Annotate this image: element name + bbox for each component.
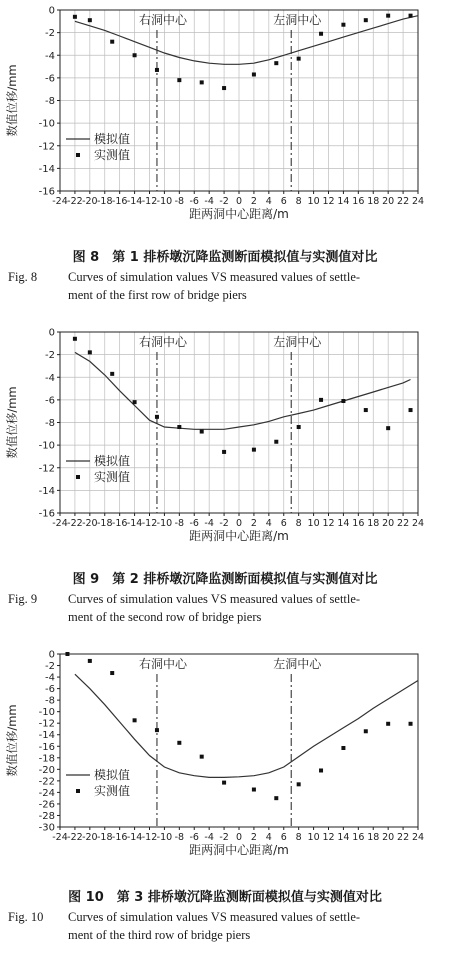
data-point-measured (222, 450, 226, 454)
data-point-measured (73, 337, 77, 341)
x-tick-label: 24 (411, 196, 425, 207)
x-tick-label: -14 (126, 832, 143, 843)
data-point-measured (222, 86, 226, 90)
x-tick-label: 18 (367, 832, 380, 843)
data-point-measured (386, 14, 390, 18)
x-tick-label: 6 (280, 518, 287, 529)
x-tick-label: 18 (367, 196, 380, 207)
x-tick-label: -2 (219, 832, 229, 843)
x-tick-label: 18 (367, 518, 380, 529)
y-tick-label: -12 (38, 141, 55, 153)
data-point-measured (319, 32, 323, 36)
data-point-measured (364, 729, 368, 733)
data-point-measured (110, 671, 114, 675)
caption-en-number: Fig. 9 (8, 592, 38, 606)
figure-8 (0, 0, 450, 320)
x-tick-label: 12 (322, 832, 335, 843)
x-tick-label: 20 (382, 518, 395, 529)
x-tick-label: -8 (174, 832, 185, 843)
annotation-left-tunnel: 左洞中心 (273, 335, 322, 349)
x-tick-label: 12 (322, 518, 335, 529)
caption-en-line2: ment of the third row of bridge piers (68, 928, 251, 942)
data-point-measured (222, 781, 226, 785)
data-point-measured (110, 372, 114, 376)
data-point-measured (274, 440, 278, 444)
x-tick-label: -4 (204, 196, 214, 207)
y-tick-label: 0 (48, 649, 55, 661)
x-tick-label: 0 (235, 518, 243, 529)
x-tick-label: -4 (204, 832, 214, 843)
x-tick-label: 16 (352, 832, 365, 843)
annotation-right-tunnel: 右洞中心 (138, 657, 187, 671)
y-tick-label: -8 (45, 418, 55, 429)
data-point-measured (155, 728, 159, 732)
data-point-measured (133, 53, 137, 57)
data-point-measured (274, 796, 278, 800)
caption-en-number: Fig. 10 (8, 910, 44, 924)
y-axis-label: 数值位移/mm (5, 64, 19, 137)
y-tick-label: -10 (38, 707, 55, 719)
data-point-measured (364, 408, 368, 412)
y-tick-label: -24 (38, 787, 55, 799)
data-point-measured (386, 426, 390, 430)
y-tick-label: -4 (45, 50, 55, 62)
x-tick-label: -20 (82, 196, 98, 207)
data-point-measured (386, 722, 390, 726)
y-tick-label: -10 (38, 118, 55, 130)
x-tick-label: 16 (352, 196, 365, 207)
y-tick-label: -8 (45, 695, 55, 707)
x-tick-label: -2 (219, 196, 229, 207)
legend-label: 实测值 (94, 148, 131, 162)
y-tick-label: -10 (38, 440, 55, 452)
data-point-measured (200, 755, 204, 759)
data-point-measured (364, 18, 368, 22)
data-point-measured (133, 718, 137, 722)
x-axis-label: 距两洞中心距离/m (189, 529, 289, 543)
x-tick-label: 20 (382, 832, 395, 843)
data-point-measured (252, 788, 256, 792)
annotation-right-tunnel: 右洞中心 (138, 335, 187, 349)
x-tick-label: -8 (174, 196, 185, 207)
x-tick-label: 6 (280, 832, 287, 843)
chart-fig9 (0, 322, 450, 562)
x-tick-label: -16 (111, 518, 128, 529)
x-tick-label: 10 (307, 196, 320, 207)
data-point-measured (409, 14, 413, 18)
data-point-measured (274, 61, 278, 65)
y-tick-label: -18 (38, 753, 55, 765)
annotation-left-tunnel: 左洞中心 (273, 657, 322, 671)
x-tick-label: -12 (141, 518, 158, 529)
caption-en-fig8 (8, 268, 442, 304)
y-tick-label: -2 (45, 661, 55, 673)
x-tick-label: 22 (397, 196, 410, 207)
y-tick-label: -26 (38, 799, 55, 811)
x-tick-label: -16 (111, 832, 128, 843)
data-point-measured (341, 746, 345, 750)
y-tick-label: -16 (38, 741, 55, 753)
x-tick-label: 8 (295, 518, 302, 529)
data-point-measured (88, 18, 92, 22)
caption-en-line1: Curves of simulation values VS measured values of settle- (68, 910, 361, 924)
caption-en-line1: Curves of simulation values VS measured values of settle- (68, 592, 361, 606)
caption-en-line1: Curves of simulation values VS measured values of settle- (68, 270, 361, 284)
x-tick-label: 0 (235, 832, 243, 843)
caption-en-line2: ment of the second row of bridge piers (68, 610, 262, 624)
x-tick-label: 24 (411, 518, 425, 529)
data-point-measured (252, 72, 256, 76)
x-tick-label: 10 (307, 518, 320, 529)
x-tick-label: -18 (96, 196, 113, 207)
data-point-measured (341, 23, 345, 27)
x-tick-label: -14 (126, 518, 143, 529)
series-line-simulated (75, 16, 418, 65)
x-tick-label: 16 (352, 518, 365, 529)
x-tick-label: 14 (337, 196, 350, 207)
x-tick-label: 2 (250, 832, 257, 843)
caption-en-number: Fig. 8 (8, 270, 38, 284)
x-tick-label: -10 (156, 518, 173, 529)
x-tick-label: -12 (141, 832, 158, 843)
data-point-measured (297, 782, 301, 786)
y-tick-label: -8 (45, 96, 55, 107)
x-tick-label: -16 (111, 196, 128, 207)
x-tick-label: -10 (156, 832, 173, 843)
x-tick-label: -10 (156, 196, 173, 207)
x-tick-label: 22 (397, 518, 410, 529)
x-tick-label: -8 (174, 518, 185, 529)
data-point-measured (252, 448, 256, 452)
data-point-measured (200, 430, 204, 434)
y-tick-label: -30 (38, 822, 55, 834)
legend-label: 模拟值 (94, 454, 131, 468)
series-line-simulated (75, 352, 411, 429)
x-tick-label: -22 (67, 832, 83, 843)
y-tick-label: -28 (38, 810, 55, 822)
figure-10 (0, 644, 450, 962)
x-tick-label: -14 (126, 196, 143, 207)
y-tick-label: -6 (45, 395, 55, 407)
legend-label: 模拟值 (94, 768, 131, 782)
series-line-simulated (75, 674, 418, 777)
x-tick-label: 8 (295, 196, 302, 207)
x-tick-label: 0 (235, 196, 243, 207)
legend-label: 实测值 (94, 784, 131, 798)
legend-swatch-marker (76, 789, 80, 793)
caption-cn-fig8: 图 8 第 1 排桥墩沉降监测断面模拟值与实测值对比 (72, 250, 378, 265)
y-tick-label: 0 (48, 5, 55, 17)
y-tick-label: -22 (38, 776, 55, 788)
x-tick-label: 12 (322, 196, 335, 207)
chart-fig10 (0, 644, 450, 880)
y-axis-label: 数值位移/mm (5, 386, 19, 459)
legend-swatch-marker (76, 153, 80, 157)
caption-en-fig9 (8, 590, 442, 626)
data-point-measured (409, 408, 413, 412)
x-tick-label: 14 (337, 518, 350, 529)
caption-en-fig10 (8, 908, 442, 944)
x-tick-label: 4 (265, 518, 272, 529)
data-point-measured (319, 398, 323, 402)
y-axis-label: 数值位移/mm (5, 704, 19, 777)
y-tick-label: -16 (38, 508, 55, 520)
legend-swatch-marker (76, 475, 80, 479)
y-tick-label: -4 (45, 372, 55, 384)
data-point-measured (88, 350, 92, 354)
y-tick-label: -6 (45, 73, 55, 85)
x-tick-label: 4 (265, 832, 272, 843)
plot-frame (60, 654, 418, 827)
x-tick-label: 10 (307, 832, 320, 843)
y-tick-label: -2 (45, 28, 55, 40)
x-tick-label: 24 (411, 832, 425, 843)
caption-en-line2: ment of the first row of bridge piers (68, 288, 247, 302)
x-tick-label: 8 (295, 832, 302, 843)
x-tick-label: 14 (337, 832, 350, 843)
data-point-measured (341, 399, 345, 403)
x-axis-label: 距两洞中心距离/m (189, 207, 289, 221)
x-tick-label: -6 (189, 518, 199, 529)
figure-9 (0, 322, 450, 642)
x-tick-label: 2 (250, 196, 257, 207)
x-tick-label: -24 (52, 196, 68, 207)
x-tick-label: -18 (96, 832, 113, 843)
x-tick-label: 20 (382, 196, 395, 207)
data-point-measured (177, 425, 181, 429)
data-point-measured (110, 40, 114, 44)
y-tick-label: 0 (48, 327, 55, 339)
caption-cn-fig10: 图 10 第 3 排桥墩沉降监测断面模拟值与实测值对比 (68, 890, 382, 905)
data-point-measured (155, 415, 159, 419)
x-tick-label: 2 (250, 518, 257, 529)
y-tick-label: -14 (38, 163, 55, 175)
legend-label: 实测值 (94, 470, 131, 484)
x-tick-label: -22 (67, 196, 83, 207)
y-tick-label: -6 (45, 684, 55, 696)
y-tick-label: -20 (38, 764, 55, 776)
x-tick-label: 4 (265, 196, 272, 207)
x-tick-label: 22 (397, 832, 410, 843)
annotation-left-tunnel: 左洞中心 (273, 13, 322, 27)
y-tick-label: -12 (38, 463, 55, 475)
y-tick-label: -14 (38, 730, 55, 742)
x-tick-label: 6 (280, 196, 287, 207)
data-point-measured (297, 57, 301, 61)
x-tick-label: -6 (189, 196, 199, 207)
x-tick-label: -22 (67, 518, 83, 529)
x-tick-label: -6 (189, 832, 199, 843)
data-point-measured (133, 400, 137, 404)
data-point-measured (73, 15, 77, 19)
data-point-measured (65, 652, 69, 656)
data-point-measured (177, 741, 181, 745)
caption-cn-fig9: 图 9 第 2 排桥墩沉降监测断面模拟值与实测值对比 (72, 572, 378, 587)
x-tick-label: -18 (96, 518, 113, 529)
x-tick-label: -20 (82, 832, 98, 843)
data-point-measured (409, 722, 413, 726)
x-axis-label: 距两洞中心距离/m (189, 843, 289, 857)
y-tick-label: -12 (38, 718, 55, 730)
data-point-measured (297, 425, 301, 429)
y-tick-label: -16 (38, 186, 55, 198)
y-tick-label: -14 (38, 485, 55, 497)
data-point-measured (200, 80, 204, 84)
x-tick-label: -4 (204, 518, 214, 529)
chart-fig8 (0, 0, 450, 240)
y-tick-label: -4 (45, 672, 55, 684)
data-point-measured (319, 768, 323, 772)
x-tick-label: -2 (219, 518, 229, 529)
x-tick-label: -24 (52, 832, 68, 843)
x-tick-label: -24 (52, 518, 68, 529)
x-tick-label: -20 (82, 518, 98, 529)
x-tick-label: -12 (141, 196, 158, 207)
data-point-measured (88, 659, 92, 663)
data-point-measured (155, 68, 159, 72)
legend-label: 模拟值 (94, 132, 131, 146)
y-tick-label: -2 (45, 350, 55, 362)
annotation-right-tunnel: 右洞中心 (138, 13, 187, 27)
data-point-measured (177, 78, 181, 82)
